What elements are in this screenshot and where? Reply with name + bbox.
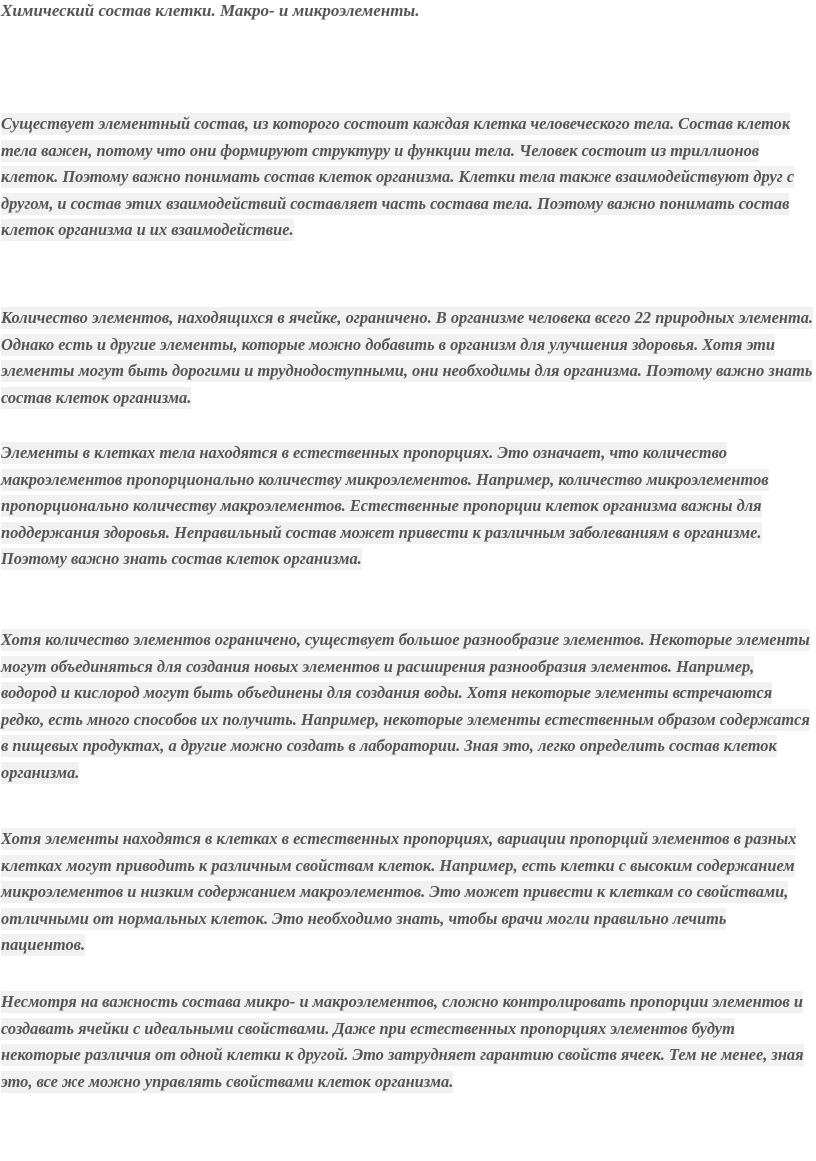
document-title-text: Химический состав клетки. Макро- и микроэлементы. (1, 1, 420, 20)
paragraph-6-text: Несмотря на важность состава микро- и макроэлементов, сложно контролировать пропорции элементов и создавать ячейки с идеальными свойствами. Даже при естественных пропорциях элементов будут некоторые различия от одной клетки к другой. Это затрудняет гарантию свойств ячеек. Тем не менее, зная это, все же можно управлять свойствами клеток организма. (1, 992, 804, 1091)
paragraph-5-text: Хотя элементы находятся в клетках в естественных пропорциях, вариации пропорций элементов в разных клетках могут приводить к различным свойствам клеток. Например, есть клетки с высоким содержанием микроэлементов и низким содержанием макроэлементов. Это может привести к клеткам со свойствами, отличными от нормальных клеток. Это необходимо знать, чтобы врачи могли правильно лечить пациентов. (1, 829, 797, 954)
paragraph-2 (1, 305, 814, 411)
document-title (1, 0, 419, 22)
paragraph-1-text: Существует элементный состав, из которого состоит каждая клетка человеческого тела. Состав клеток тела важен, потому что они формируют структуру и функции тела. Человек состоит из триллионов клеток. Поэтому важно понимать состав клеток организма. Клетки тела также взаимодействуют друг с другом, и состав этих взаимодействий составляет часть состава тела. Поэтому важно понимать состав клеток организма и их взаимодействие. (1, 114, 795, 239)
paragraph-4 (1, 627, 814, 786)
paragraph-3-text: Элементы в клетках тела находятся в естественных пропорциях. Это означает, что количество макроэлементов пропорционально количеству микроэлементов. Например, количество микроэлементов пропорционально количеству макроэлементов. Естественные пропорции клеток организма важны для поддержания здоровья. Неправильный состав может привести к различным заболеваниям в организме. Поэтому важно знать состав клеток организма. (1, 443, 769, 568)
paragraph-4-text: Хотя количество элементов ограничено, существует большое разнообразие элементов. Некоторые элементы могут объединяться для создания новых элементов и расширения разнообразия элементов. Например, водород и кислород могут быть объединены для создания воды. Хотя некоторые элементы встречаются редко, есть много способов их получить. Например, некоторые элементы естественным образом содержатся в пищевых продуктах, а другие можно создать в лаборатории. Зная это, легко определить состав клеток организма. (1, 630, 810, 782)
paragraph-5 (1, 826, 814, 959)
paragraph-2-text: Количество элементов, находящихся в ячейке, ограничено. В организме человека всего 22 природных элемента. Однако есть и другие элементы, которые можно добавить в организм для улучшения здоровья. Хотя эти элементы могут быть дорогими и труднодоступными, они необходимы для организма. Поэтому важно знать состав клеток организма. (1, 308, 814, 407)
paragraph-1 (1, 111, 814, 244)
paragraph-6 (1, 989, 814, 1095)
paragraph-3 (1, 440, 814, 573)
